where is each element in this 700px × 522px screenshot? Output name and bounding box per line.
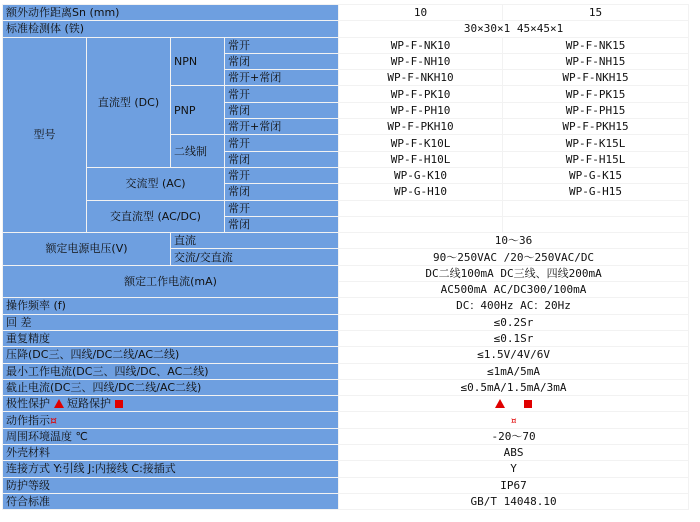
pnp-nc-label: 常闭 <box>225 102 339 118</box>
freq-value: DC：400Hz AC：20Hz <box>339 298 689 314</box>
ac-no-label: 常开 <box>225 167 339 183</box>
min-current-label: 最小工作电流(DC三、四线/DC、AC二线) <box>3 363 339 379</box>
pnp-nonc-v2: WP-F-PKH15 <box>503 119 689 135</box>
pnp-nonc-label: 常开+常闭 <box>225 119 339 135</box>
pnp-label: PNP <box>171 86 225 135</box>
housing-label: 外壳材料 <box>3 445 339 461</box>
acdc-nc-label: 常闭 <box>225 216 339 232</box>
row-voltage-dc <box>3 233 689 249</box>
row-npn-no <box>3 37 689 53</box>
ac-nc-v1: WP-G-H10 <box>339 184 503 200</box>
indicator-value <box>339 412 689 428</box>
square-icon <box>115 400 123 408</box>
row-drop <box>3 347 689 363</box>
short-protect-label: 短路保护 <box>67 397 111 411</box>
row-acdc-no <box>3 200 689 216</box>
ac-nc-label: 常闭 <box>225 184 339 200</box>
square-icon <box>524 400 532 408</box>
ac-no-v1: WP-G-K10 <box>339 167 503 183</box>
twowire-nc-v2: WP-F-H15L <box>503 151 689 167</box>
twowire-label: 二线制 <box>171 135 225 168</box>
drop-value: ≤1.5V/4V/6V <box>339 347 689 363</box>
npn-label: NPN <box>171 37 225 86</box>
row-protect <box>3 396 689 412</box>
npn-no-v1: WP-F-NK10 <box>339 37 503 53</box>
repeat-value: ≤0.1Sr <box>339 330 689 346</box>
row-current-1 <box>3 265 689 281</box>
voltage-dc-value: 10～36 <box>339 233 689 249</box>
freq-label: 操作频率 (f) <box>3 298 339 314</box>
twowire-nc-v1: WP-F-H10L <box>339 151 503 167</box>
hyst-value: ≤0.2Sr <box>339 314 689 330</box>
row-cutoff <box>3 379 689 395</box>
row-freq <box>3 298 689 314</box>
housing-value: ABS <box>339 445 689 461</box>
standard-value: GB/T 14048.10 <box>339 493 689 509</box>
lamp-icon: ¤ <box>510 413 517 427</box>
row-min-current <box>3 363 689 379</box>
pnp-nc-v1: WP-F-PH10 <box>339 102 503 118</box>
rated-voltage-label: 额定电源电压(V) <box>3 233 171 266</box>
sn-label: 额外动作距离Sn (mm) <box>3 5 339 21</box>
row-housing <box>3 445 689 461</box>
row-target <box>3 21 689 37</box>
sn-value-2: 15 <box>503 5 689 21</box>
target-value: 30×30×1 45×45×1 <box>339 21 689 37</box>
row-standard <box>3 493 689 509</box>
row-hyst <box>3 314 689 330</box>
pnp-no-v1: WP-F-PK10 <box>339 86 503 102</box>
triangle-icon <box>54 399 64 408</box>
npn-nonc-label: 常开+常闭 <box>225 70 339 86</box>
npn-nonc-v1: WP-F-NKH10 <box>339 70 503 86</box>
target-label: 标准检测体 (铁) <box>3 21 339 37</box>
acdc-nc-v1 <box>339 216 503 232</box>
rated-current-v1: DC二线100mA DC三线、四线200mA <box>339 265 689 281</box>
repeat-label: 重复精度 <box>3 330 339 346</box>
twowire-no-label: 常开 <box>225 135 339 151</box>
polarity-protect-label: 极性保护 <box>6 397 50 411</box>
row-connect <box>3 461 689 477</box>
pnp-no-v2: WP-F-PK15 <box>503 86 689 102</box>
triangle-icon <box>495 399 505 408</box>
row-repeat <box>3 330 689 346</box>
spec-table <box>2 4 689 510</box>
acdc-no-v1 <box>339 200 503 216</box>
npn-no-label: 常开 <box>225 37 339 53</box>
npn-no-v2: WP-F-NK15 <box>503 37 689 53</box>
twowire-no-v2: WP-F-K15L <box>503 135 689 151</box>
row-ambient <box>3 428 689 444</box>
rated-current-label: 额定工作电流(mA) <box>3 265 339 298</box>
voltage-dc-label: 直流 <box>171 233 339 249</box>
npn-nc-v1: WP-F-NH10 <box>339 53 503 69</box>
connect-label: 连接方式 Y:引线 J:内接线 C:接插式 <box>3 461 339 477</box>
cutoff-label: 截止电流(DC三、四线/DC二线/AC二线) <box>3 379 339 395</box>
twowire-no-v1: WP-F-K10L <box>339 135 503 151</box>
acdc-type-label: 交直流型 (AC/DC) <box>87 200 225 233</box>
model-label: 型号 <box>3 37 87 233</box>
row-indicator <box>3 412 689 428</box>
pnp-nc-v2: WP-F-PH15 <box>503 102 689 118</box>
twowire-nc-label: 常闭 <box>225 151 339 167</box>
dc-type-label: 直流型 (DC) <box>87 37 171 167</box>
pnp-nonc-v1: WP-F-PKH10 <box>339 119 503 135</box>
voltage-acdc-label: 交流/交直流 <box>171 249 339 265</box>
lamp-icon: ¤ <box>50 413 57 427</box>
protect-value <box>339 396 689 412</box>
indicator-label-cell <box>3 412 339 428</box>
ac-no-v2: WP-G-K15 <box>503 167 689 183</box>
hyst-label: 回 差 <box>3 314 339 330</box>
standard-label: 符合标准 <box>3 493 339 509</box>
ip-label: 防护等级 <box>3 477 339 493</box>
ac-type-label: 交流型 (AC) <box>87 167 225 200</box>
rated-current-v2: AC500mA AC/DC300/100mA <box>339 282 689 298</box>
row-ac-no <box>3 167 689 183</box>
row-sn <box>3 5 689 21</box>
ambient-label: 周围环境温度 ℃ <box>3 428 339 444</box>
indicator-label: 动作指示 <box>6 413 50 427</box>
row-ip <box>3 477 689 493</box>
voltage-acdc-value: 90～250VAC /20～250VAC/DC <box>339 249 689 265</box>
npn-nonc-v2: WP-F-NKH15 <box>503 70 689 86</box>
min-current-value: ≤1mA/5mA <box>339 363 689 379</box>
cutoff-value: ≤0.5mA/1.5mA/3mA <box>339 379 689 395</box>
sn-value-1: 10 <box>339 5 503 21</box>
acdc-no-label: 常开 <box>225 200 339 216</box>
pnp-no-label: 常开 <box>225 86 339 102</box>
drop-label: 压降(DC三、四线/DC二线/AC二线) <box>3 347 339 363</box>
protect-label-cell <box>3 396 339 412</box>
ac-nc-v2: WP-G-H15 <box>503 184 689 200</box>
npn-nc-label: 常闭 <box>225 53 339 69</box>
acdc-nc-v2 <box>503 216 689 232</box>
npn-nc-v2: WP-F-NH15 <box>503 53 689 69</box>
ip-value: IP67 <box>339 477 689 493</box>
connect-value: Y <box>339 461 689 477</box>
acdc-no-v2 <box>503 200 689 216</box>
ambient-value: -20～70 <box>339 428 689 444</box>
